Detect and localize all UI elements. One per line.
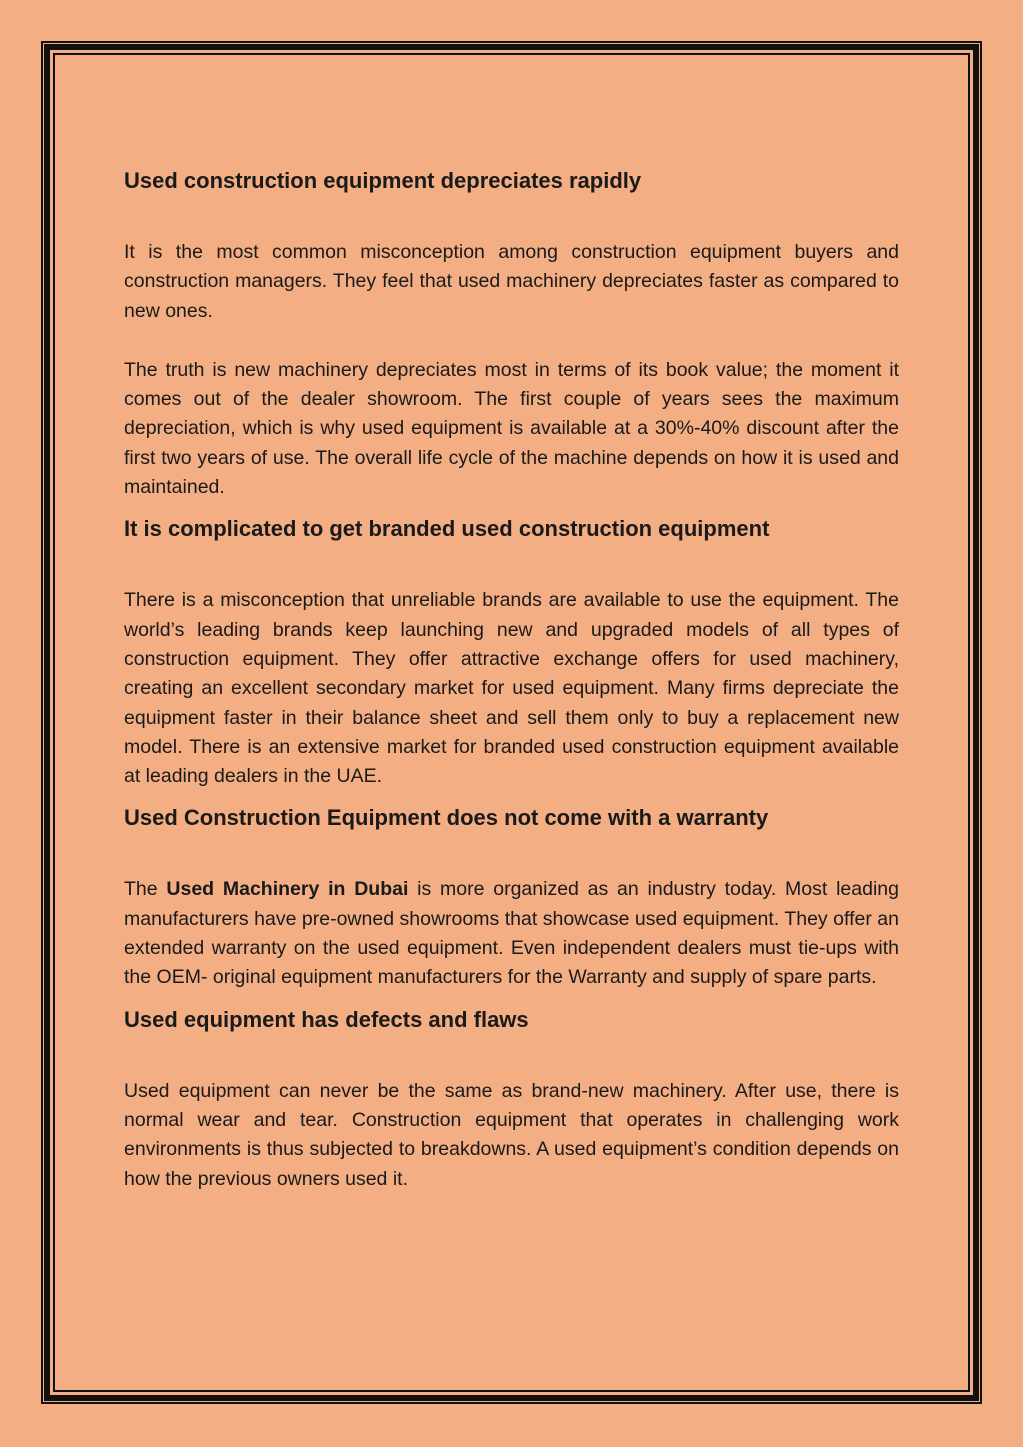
section-defects xyxy=(124,1003,899,1194)
section-branded-equipment xyxy=(124,512,899,791)
bold-link-text: Used Machinery in Dubai xyxy=(166,878,409,901)
paragraph-lead: The xyxy=(124,878,167,901)
paragraph: It is the most common misconception among construction equipment buyers and construction managers. They feel that used machinery depreciates faster as compared to new ones. xyxy=(124,241,899,322)
paragraph: There is a misconception that unreliable brands are available to use the equipment. The world’s leading brands keep launching new and upgraded models of all types of construction equipment. They offer attractive exchange offers for used machinery, creating an excellent secondary market for used equipment. Many firms depreciate the equipment faster in their balance sheet and sell them only to buy a replacement new model. There is an extensive market for branded used construction equipment available at leading dealers in the UAE. xyxy=(124,589,899,788)
paragraph xyxy=(124,875,899,992)
section-heading: Used equipment has defects and flaws xyxy=(124,1006,529,1032)
document-body xyxy=(124,164,899,1194)
paragraph: The truth is new machinery depreciates most in terms of its book value; the moment it comes out of the dealer showroom. The first couple of years sees the maximum depreciation, which is why used equipment is available at a 30%-40% discount after the first two years of use. The overall life cycle of the machine depends on how it is used and maintained. xyxy=(124,358,899,499)
section-warranty xyxy=(124,801,899,992)
paragraph: Used equipment can never be the same as brand-new machinery. After use, there is normal wear and tear. Construction equipment that operates in challenging work environments is thus subjected to breakdowns. A used equipment’s condition depends on how the previous owners used it. xyxy=(124,1079,899,1190)
section-heading: Used Construction Equipment does not come with a warranty xyxy=(124,805,769,831)
paragraph-rest: is more organized as an industry today. Most leading manufacturers have pre-owned showrooms that showcase used equipment. They offer an extended warranty on the used equipment. Even independent dealers must tie-ups with the OEM- original equipment manufacturers for the Warranty and supply of spare parts. xyxy=(124,878,899,989)
section-depreciation xyxy=(124,164,899,502)
section-heading: It is complicated to get branded used construction equipment xyxy=(124,516,770,542)
section-heading: Used construction equipment depreciates rapidly xyxy=(124,168,642,193)
